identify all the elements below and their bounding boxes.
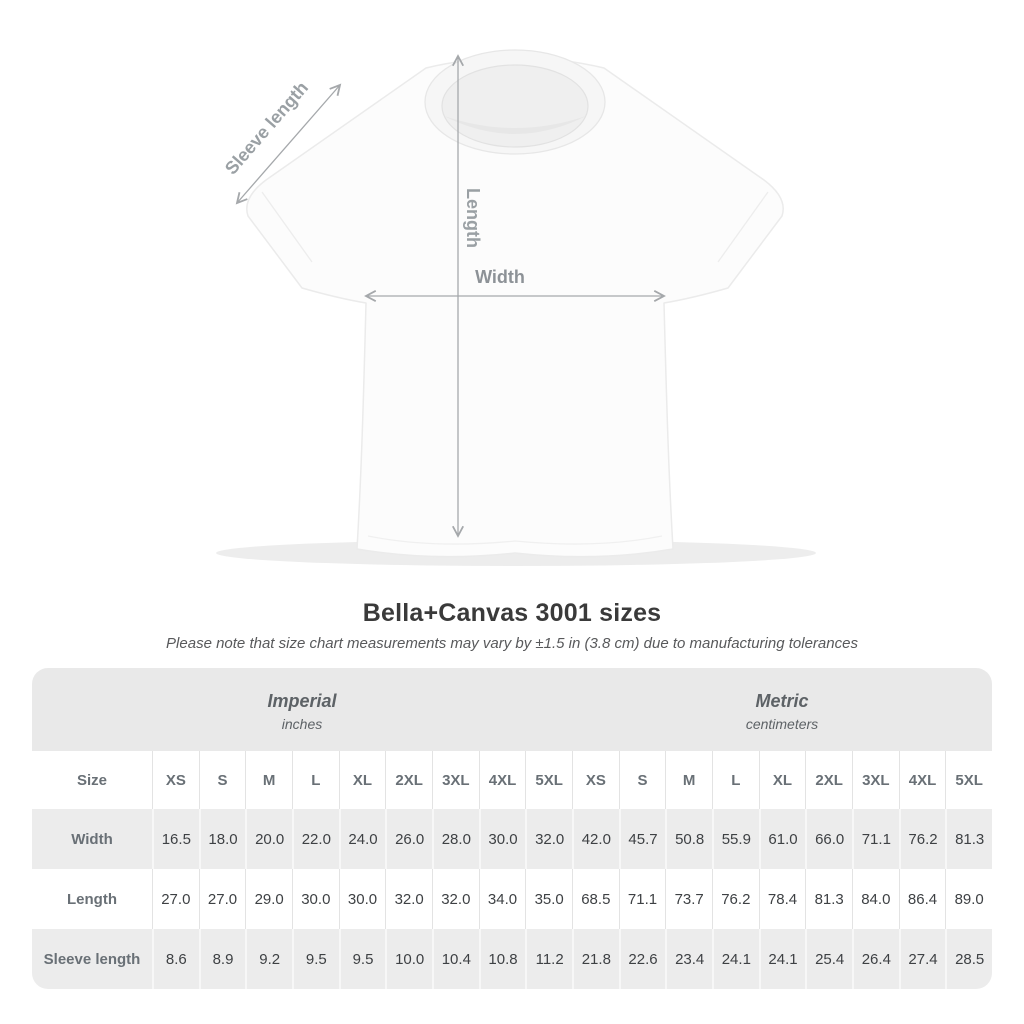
value-cell: 8.9: [199, 929, 246, 989]
unit-header-band: [32, 668, 992, 751]
value-cell: 32.0: [385, 869, 432, 929]
value-cell: 76.2: [899, 809, 946, 869]
value-cell: 10.0: [385, 929, 432, 989]
size-header-cell: 3XL: [852, 751, 899, 809]
tolerance-note: Please note that size chart measurements may vary by ±1.5 in (3.8 cm) due to manufacturing tolerances: [166, 635, 858, 652]
sleeve-length-row: [32, 929, 992, 989]
size-header-cell: 3XL: [432, 751, 479, 809]
value-cell: 78.4: [759, 869, 806, 929]
size-header-cell: XS: [152, 751, 199, 809]
size-header-cell: M: [245, 751, 292, 809]
value-cell: 26.0: [385, 809, 432, 869]
collar-opening: [442, 65, 588, 147]
value-cell: 29.0: [245, 869, 292, 929]
size-column-header: Size: [76, 771, 107, 789]
size-header-cell: 4XL: [899, 751, 946, 809]
size-header-cell: L: [292, 751, 339, 809]
value-cell: 50.8: [665, 809, 712, 869]
value-cell: 30.0: [479, 809, 526, 869]
value-cell: 86.4: [899, 869, 946, 929]
value-cell: 81.3: [945, 809, 992, 869]
row-label: Sleeve length: [43, 950, 141, 968]
metric-label: Metric: [755, 691, 809, 711]
value-cell: 68.5: [572, 869, 619, 929]
value-cell: 28.0: [432, 809, 479, 869]
size-chart-table: [32, 668, 992, 989]
value-cell: 8.6: [152, 929, 199, 989]
value-cell: 24.0: [339, 809, 386, 869]
value-cell: 42.0: [572, 809, 619, 869]
value-cell: 32.0: [525, 809, 572, 869]
size-header-cell: L: [712, 751, 759, 809]
value-cell: 20.0: [245, 809, 292, 869]
size-header-cell: XL: [759, 751, 806, 809]
value-cell: 9.5: [292, 929, 339, 989]
sleeve-length-measure-label: Sleeve length: [220, 77, 313, 179]
value-cell: 84.0: [852, 869, 899, 929]
value-cell: 32.0: [432, 869, 479, 929]
value-cell: 35.0: [525, 869, 572, 929]
value-cell: 18.0: [199, 809, 246, 869]
size-header-cell: 5XL: [945, 751, 992, 809]
value-cell: 26.4: [852, 929, 899, 989]
length-measure-label: Length: [463, 188, 483, 248]
size-header-cell: M: [665, 751, 712, 809]
width-row: [32, 809, 992, 869]
size-header-cell: XS: [572, 751, 619, 809]
length-row: [32, 869, 992, 929]
value-cell: 61.0: [759, 809, 806, 869]
metric-sublabel: centimeters: [745, 716, 819, 732]
imperial-label: Imperial: [267, 691, 337, 711]
value-cell: 23.4: [665, 929, 712, 989]
row-label: Length: [67, 890, 117, 908]
page-title: Bella+Canvas 3001 sizes: [362, 599, 662, 627]
value-cell: 24.1: [712, 929, 759, 989]
value-cell: 10.8: [479, 929, 526, 989]
value-cell: 9.5: [339, 929, 386, 989]
value-cell: 30.0: [292, 869, 339, 929]
value-cell: 55.9: [712, 809, 759, 869]
width-measure-label: Width: [475, 267, 525, 287]
value-cell: 66.0: [805, 809, 852, 869]
value-cell: 89.0: [945, 869, 992, 929]
value-cell: 76.2: [712, 869, 759, 929]
size-header-cell: 2XL: [385, 751, 432, 809]
value-cell: 30.0: [339, 869, 386, 929]
size-header-row: [32, 751, 992, 809]
value-cell: 10.4: [432, 929, 479, 989]
size-header-cell: 4XL: [479, 751, 526, 809]
value-cell: 25.4: [805, 929, 852, 989]
value-cell: 22.6: [619, 929, 666, 989]
value-cell: 45.7: [619, 809, 666, 869]
value-cell: 27.0: [199, 869, 246, 929]
value-cell: 24.1: [759, 929, 806, 989]
size-header-cell: S: [619, 751, 666, 809]
metric-unit-header: [572, 668, 992, 751]
row-label: Width: [71, 830, 113, 848]
value-cell: 27.4: [899, 929, 946, 989]
size-header-cell: 5XL: [525, 751, 572, 809]
value-cell: 71.1: [619, 869, 666, 929]
value-cell: 81.3: [805, 869, 852, 929]
size-header-cell: 2XL: [805, 751, 852, 809]
value-cell: 22.0: [292, 809, 339, 869]
value-cell: 28.5: [945, 929, 992, 989]
value-cell: 34.0: [479, 869, 526, 929]
size-header-cell: XL: [339, 751, 386, 809]
imperial-unit-header: [32, 668, 572, 751]
value-cell: 71.1: [852, 809, 899, 869]
value-cell: 11.2: [525, 929, 572, 989]
value-cell: 73.7: [665, 869, 712, 929]
value-cell: 21.8: [572, 929, 619, 989]
size-header-cell: S: [199, 751, 246, 809]
value-cell: 16.5: [152, 809, 199, 869]
value-cell: 27.0: [152, 869, 199, 929]
value-cell: 9.2: [245, 929, 292, 989]
imperial-sublabel: inches: [281, 716, 323, 732]
